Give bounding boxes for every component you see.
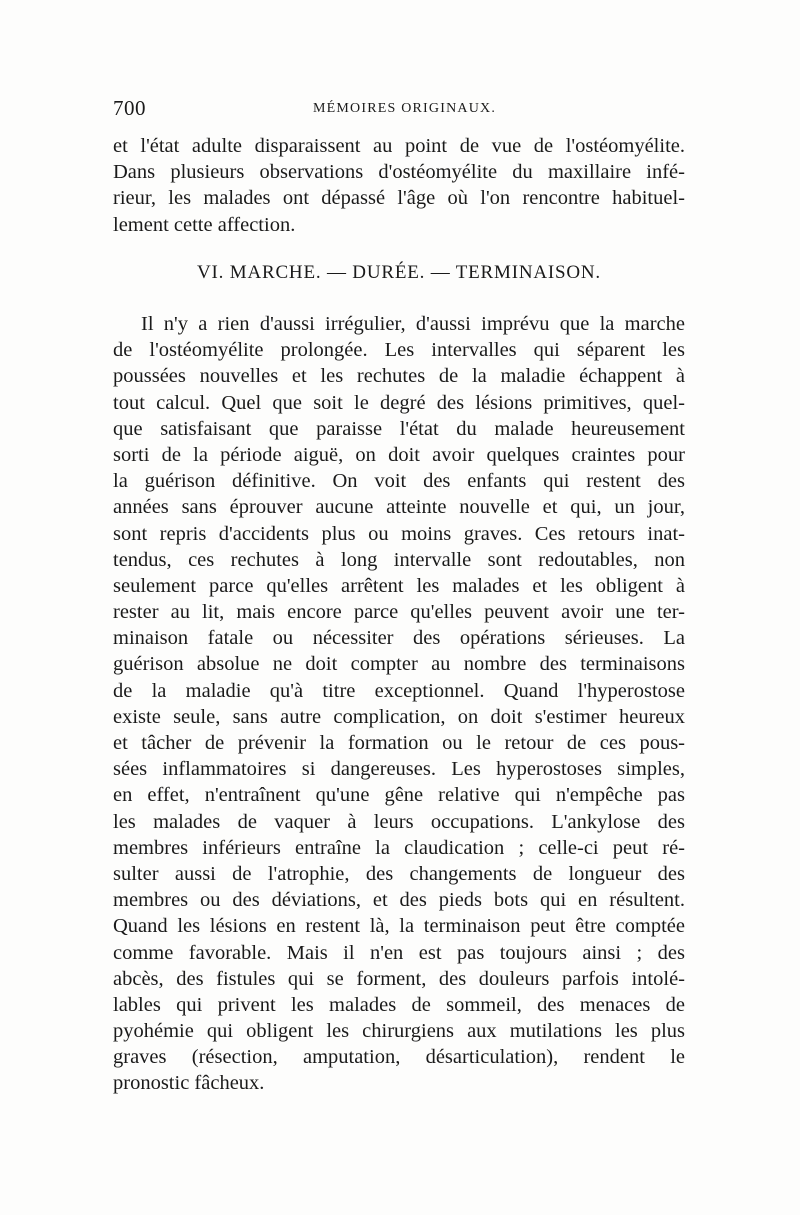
text-line: de la maladie qu'à titre exceptionnel. Quand l'hyperostose	[113, 679, 685, 702]
text-line: Il n'y a rien d'aussi irrégulier, d'aussi imprévu que la marche	[141, 313, 685, 335]
text-line: lables qui privent les malades de sommeil, des menaces de	[113, 993, 685, 1016]
text-line: membres ou des déviations, et des pieds bots qui en résultent.	[113, 889, 685, 912]
text-line: graves (résection, amputation, désarticulation), rendent le	[113, 1046, 685, 1069]
text-line: minaison fatale ou nécessiter des opérations sérieuses. La	[113, 627, 685, 650]
text-line: tendus, ces rechutes à long intervalle sont redoutables, non	[113, 548, 685, 571]
text-line: la guérison définitive. On voit des enfants qui restent des	[113, 470, 685, 493]
paragraph-continued	[113, 133, 685, 238]
text-line: seulement parce qu'elles arrêtent les malades et les obligent à	[113, 574, 685, 597]
running-header	[113, 96, 685, 124]
text-line: pronostic fâcheux.	[113, 1072, 265, 1095]
text-line: et tâcher de prévenir la formation ou le retour de ces pous-	[113, 732, 685, 754]
text-line: années sans éprouver aucune atteinte nouvelle et qui, un jour,	[113, 496, 685, 519]
text-line: membres inférieurs entraîne la claudication ; celle-ci peut ré-	[113, 836, 685, 859]
text-line: et l'état adulte disparaissent au point de vue de l'ostéomyélite.	[113, 135, 685, 157]
text-line: que satisfaisant que paraisse l'état du malade heureusement	[113, 417, 685, 440]
text-line: abcès, des fistules qui se forment, des douleurs parfois intolé-	[113, 967, 685, 990]
running-title: MÉMOIRES ORIGINAUX.	[313, 101, 497, 116]
text-line: pyohémie qui obligent les chirurgiens aux mutilations les plus	[113, 1020, 685, 1043]
text-line: sorti de la période aiguë, on doit avoir quelques craintes pour	[113, 443, 685, 466]
text-line: de l'ostéomyélite prolongée. Les intervalles qui séparent les	[113, 339, 685, 362]
text-line: rieur, les malades ont dépassé l'âge où l'on rencontre habituel-	[113, 187, 685, 210]
text-line: les malades de vaquer à leurs occupations. L'ankylose des	[113, 810, 685, 833]
text-line: Dans plusieurs observations d'ostéomyélite du maxillaire infé-	[113, 161, 685, 184]
text-line: en effet, n'entraînent qu'une gêne relative qui n'empêche pas	[113, 784, 685, 807]
text-line: sées inflammatoires si dangereuses. Les hyperostoses simples,	[113, 758, 685, 781]
text-line: Quand les lésions en restent là, la terminaison peut être comptée	[113, 915, 685, 938]
text-line: tout calcul. Quel que soit le degré des lésions primitives, quel-	[113, 391, 685, 414]
text-line: poussées nouvelles et les rechutes de la maladie échappent à	[113, 365, 685, 388]
text-line: comme favorable. Mais il n'en est pas toujours ainsi ; des	[113, 941, 685, 964]
text-line: rester au lit, mais encore parce qu'elles peuvent avoir une ter-	[113, 601, 685, 624]
text-line: existe seule, sans autre complication, on doit s'estimer heureux	[113, 705, 685, 728]
text-line: sont repris d'accidents plus ou moins graves. Ces retours inat-	[113, 522, 685, 545]
text-line: lement cette affection.	[113, 213, 296, 236]
section-heading: VI. MARCHE. — DURÉE. — TERMINAISON.	[197, 262, 601, 283]
page-number: 700	[113, 96, 146, 120]
text-line: sulter aussi de l'atrophie, des changements de longueur des	[113, 862, 685, 885]
paragraph-main	[113, 311, 685, 1097]
text-line: guérison absolue ne doit compter au nombre des terminaisons	[113, 653, 685, 676]
